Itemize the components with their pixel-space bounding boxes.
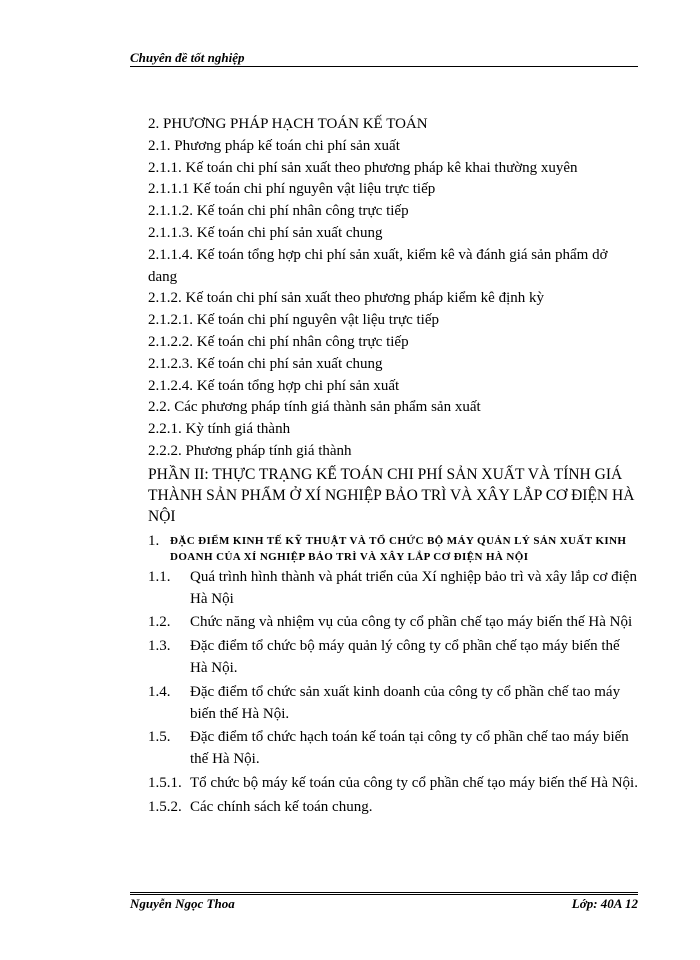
item-number: 1.5.1. bbox=[148, 774, 182, 791]
item-number: 1.5. bbox=[148, 729, 171, 746]
toc-line: 2.1.2.3. Kế toán chi phí sản xuất chung bbox=[148, 355, 383, 372]
item-text: Quá trình hình thành và phát triển của Xí nghiệp bảo trì và xây lắp cơ điện Hà Nội bbox=[190, 568, 637, 607]
part2-heading: PHẦN II: THỰC TRẠNG KẾ TOÁN CHI PHÍ SẢN XUẤT VÀ TÍNH GIÁ THÀNH SẢN PHẨM Ở XÍ NGHIỆP BẢO TRÌ VÀ XÂY LẮP CƠ ĐIỆN HÀ NỘI bbox=[148, 465, 635, 525]
section-1-heading bbox=[148, 533, 638, 565]
table-of-contents bbox=[148, 114, 638, 819]
footer-author: Nguyễn Ngọc Thoa bbox=[130, 896, 235, 911]
toc-line: 2.2.1. Kỳ tính giá thành bbox=[148, 421, 291, 438]
item-number: 1.4. bbox=[148, 683, 171, 700]
toc-heading-2: 2. PHƯƠNG PHÁP HẠCH TOÁN KẾ TOÁN bbox=[148, 116, 428, 132]
item-text: Đặc điểm tổ chức hạch toán kế toán tại công ty cổ phần chế tao máy biến thế Hà Nội. bbox=[190, 729, 629, 768]
toc-item bbox=[148, 636, 638, 680]
toc-line: 2.1.1.3. Kế toán chi phí sản xuất chung bbox=[148, 224, 383, 241]
toc-item bbox=[148, 773, 638, 795]
item-text: Đặc điểm tổ chức sản xuất kinh doanh của công ty cổ phần chế tao máy biến thế Hà Nội. bbox=[190, 683, 621, 722]
item-text: Các chính sách kế toán chung. bbox=[190, 798, 373, 815]
page-header-title: Chuyên đề tốt nghiệp bbox=[130, 50, 245, 65]
item-number: 1.1. bbox=[148, 568, 171, 585]
item-number: 1.3. bbox=[148, 638, 171, 655]
toc-line: 2.1. Phương pháp kế toán chi phí sản xuất bbox=[148, 137, 400, 154]
footer-rule-double bbox=[130, 894, 638, 895]
item-number: 1.2. bbox=[148, 614, 171, 631]
section-title: ĐẶC ĐIỂM KINH TẾ KỸ THUẬT VÀ TỔ CHỨC BỘ MÁY QUẢN LÝ SẢN XUẤT KINH DOANH CỦA XÍ NGHIỆP BẢO TRÌ VÀ XÂY LẮP CƠ ĐIỆN HÀ NỘI bbox=[170, 534, 627, 563]
toc-item bbox=[148, 567, 638, 611]
toc-line: 2.1.1.2. Kế toán chi phí nhân công trực tiếp bbox=[148, 203, 409, 220]
toc-line: 2.1.2. Kế toán chi phí sản xuất theo phương pháp kiểm kê định kỳ bbox=[148, 290, 544, 307]
toc-line: 2.1.2.4. Kế toán tổng hợp chi phí sản xuất bbox=[148, 377, 400, 394]
toc-line: 2.1.1.4. Kế toán tổng hợp chi phí sản xuất, kiểm kê và đánh giá sản phẩm dở dang bbox=[148, 246, 608, 285]
toc-line: 2.1.2.1. Kế toán chi phí nguyên vật liệu trực tiếp bbox=[148, 312, 439, 329]
item-number: 1.5.2. bbox=[148, 798, 182, 815]
section-number: 1. bbox=[148, 532, 160, 549]
toc-line: 2.2. Các phương pháp tính giá thành sản phẩm sản xuất bbox=[148, 399, 481, 416]
footer-class: Lớp: 40A 12 bbox=[571, 896, 638, 911]
toc-item bbox=[148, 682, 638, 726]
header-rule bbox=[130, 66, 638, 67]
toc-line: 2.1.2.2. Kế toán chi phí nhân công trực tiếp bbox=[148, 333, 409, 350]
toc-line: 2.1.1. Kế toán chi phí sản xuất theo phương pháp kê khai thường xuyên bbox=[148, 159, 578, 176]
item-text: Tổ chức bộ máy kế toán của công ty cổ phần chế tạo máy biến thế Hà Nội. bbox=[190, 774, 638, 791]
toc-line: 2.2.2. Phương pháp tính giá thành bbox=[148, 442, 352, 459]
toc-item bbox=[148, 797, 638, 819]
toc-line: 2.1.1.1 Kế toán chi phí nguyên vật liệu trực tiếp bbox=[148, 181, 436, 198]
toc-item bbox=[148, 612, 638, 634]
footer-rule bbox=[130, 892, 638, 893]
item-text: Đặc điểm tổ chức bộ máy quản lý công ty cổ phần chế tạo máy biến thế Hà Nội. bbox=[190, 638, 620, 676]
toc-item bbox=[148, 727, 638, 771]
item-text: Chức năng và nhiệm vụ của công ty cổ phần chế tạo máy biến thế Hà Nội bbox=[190, 614, 633, 631]
